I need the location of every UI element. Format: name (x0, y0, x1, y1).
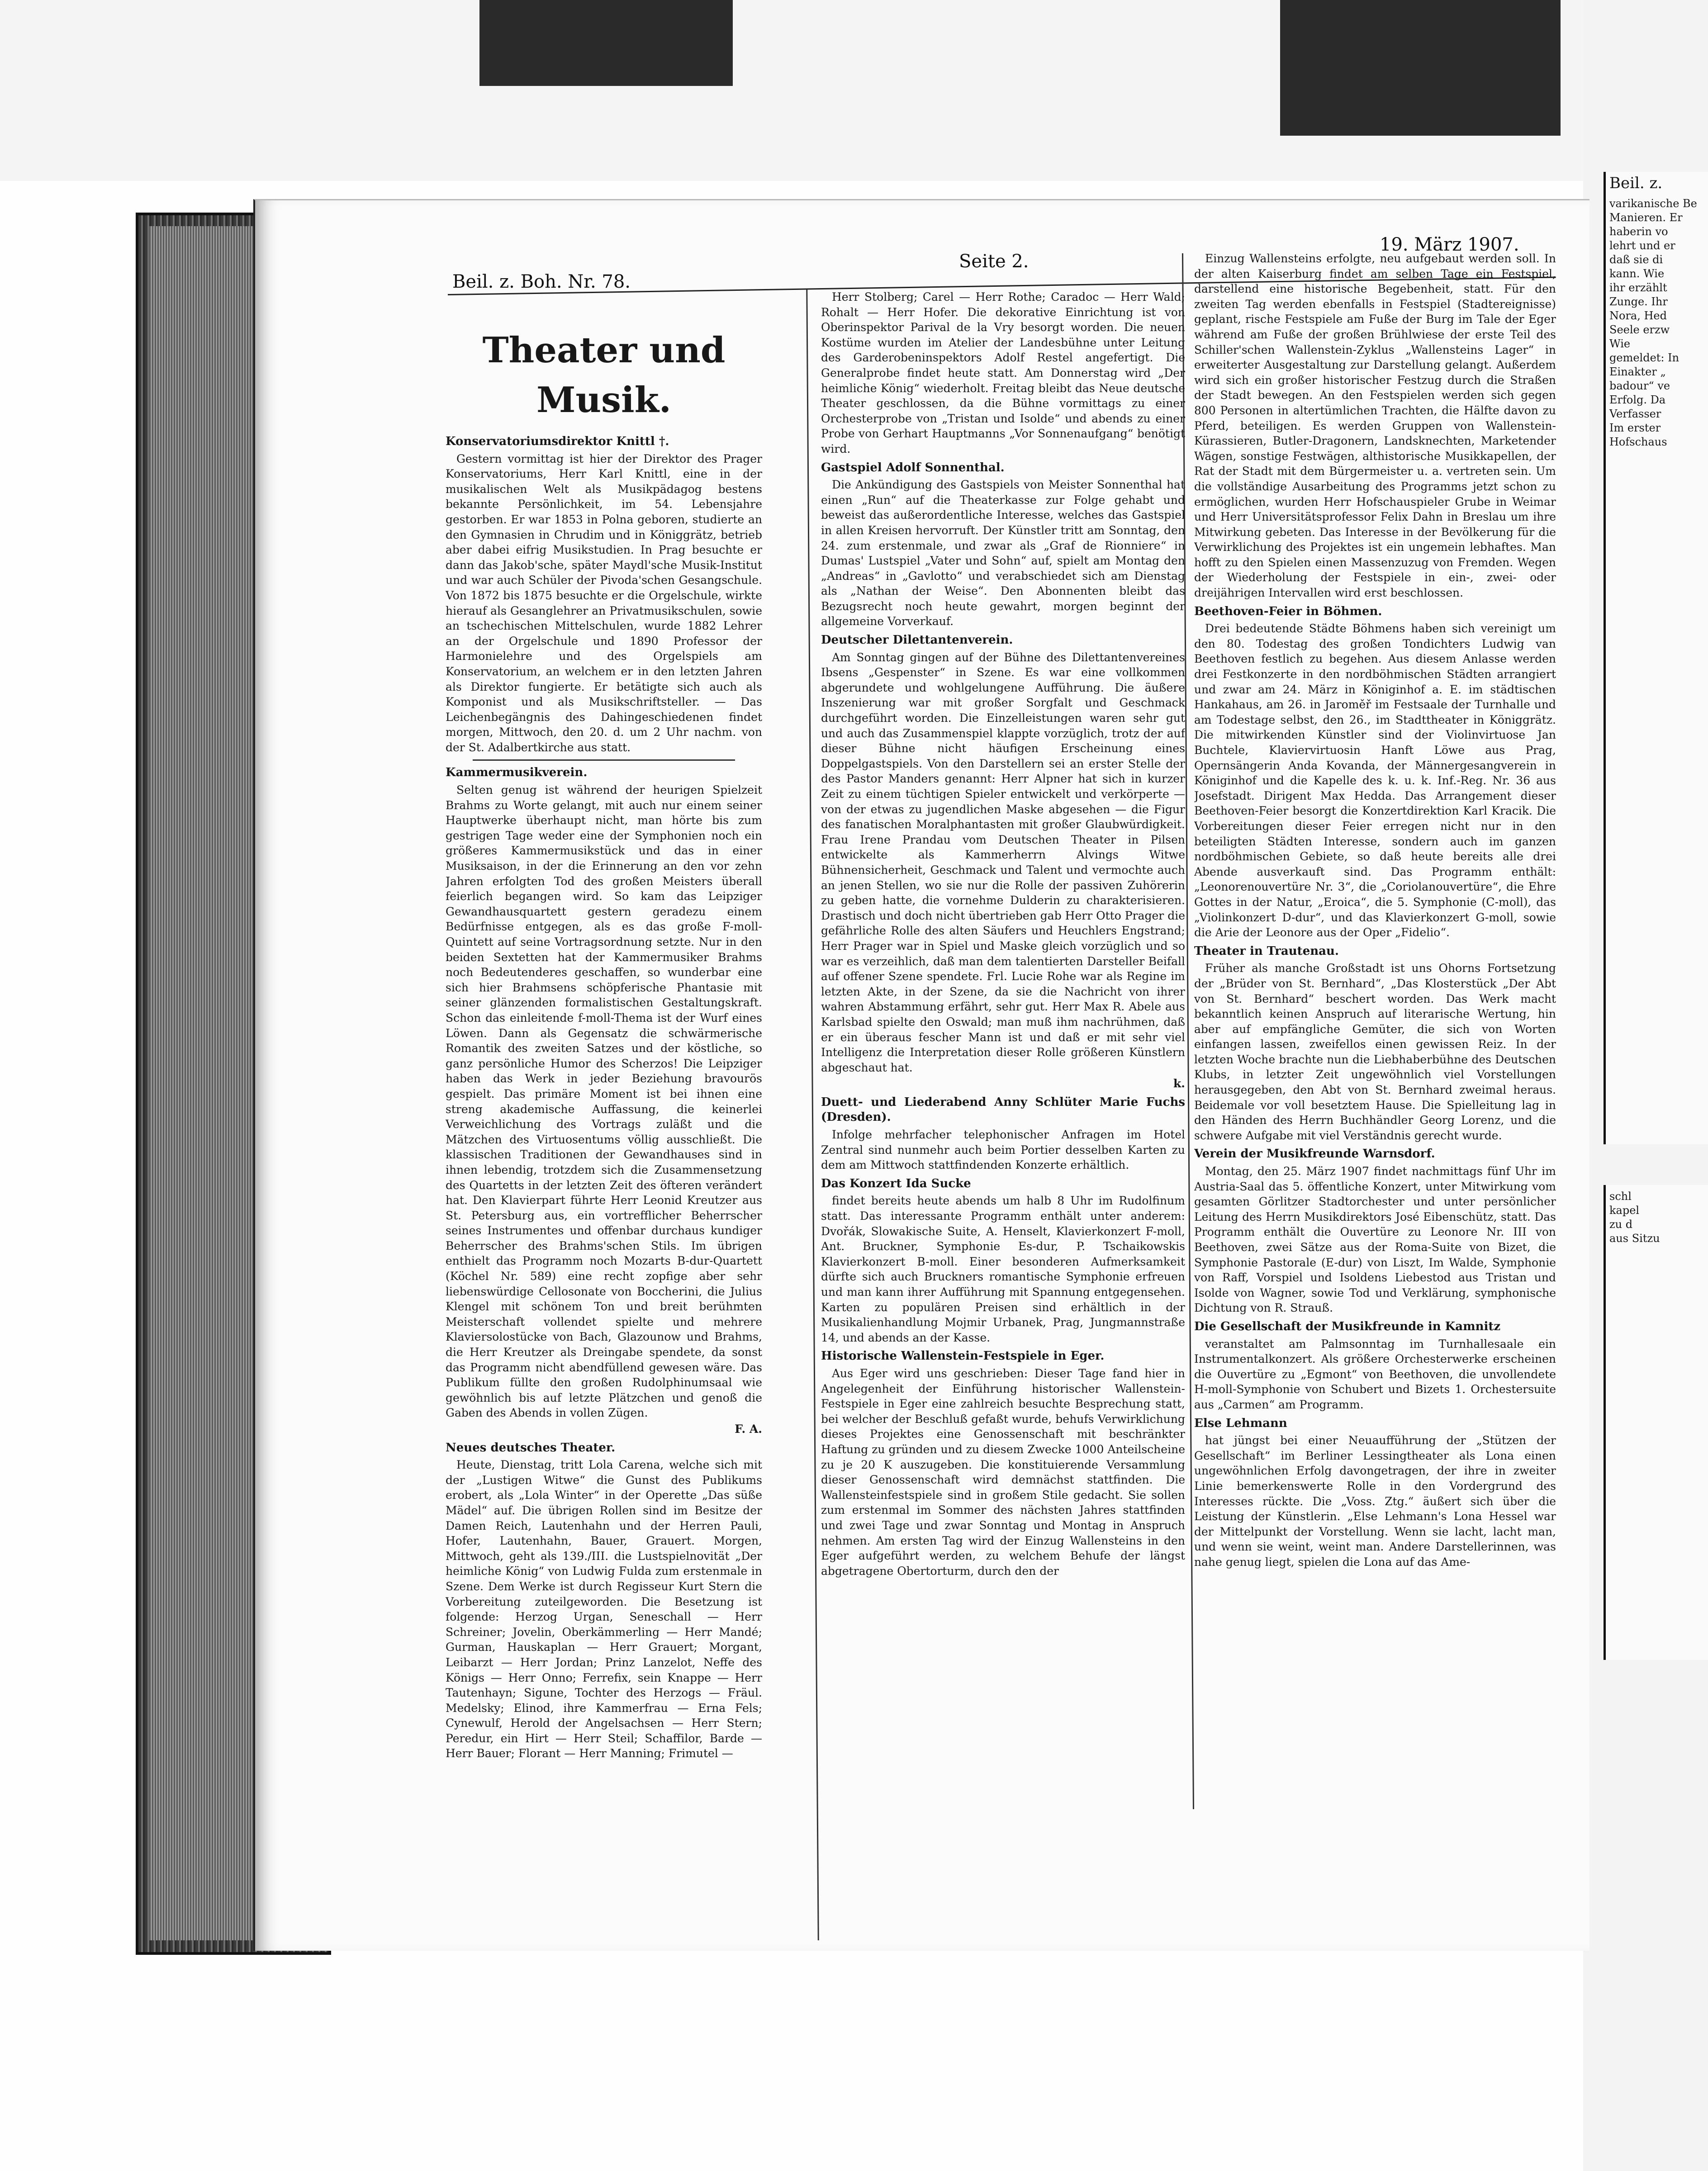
adjacent-page-line: schl (1609, 1190, 1632, 1203)
adjacent-page-line: gemeldet: In (1609, 351, 1680, 364)
article-text: Die Ankündigung des Gastspiels von Meister Sonnenthal hat einen „Run“ auf die Theaterkasse zur Folge gehabt und beweist das außerordentliche Interesse, welches das Gastspiel in allen Kreisen hervorruft. Der Künstler tritt am Sonntag, den 24. zum erstenmale, und zwar als „Graf de Rionniere“ in Dumas' Lustspiel „Vater und Sohn“ auf, spielt am Montag den „Andreas“ in „Gavlotto“ und verabschiedet sich am Dienstag als „Nathan der Weise“. Den Abonnenten bleibt das Bezugsrecht noch heute gewahrt, morgen beginnt der allgemeine Vorverkauf. (821, 478, 1185, 628)
article-heading: Verein der Musikfreunde Warnsdorf. (1194, 1147, 1435, 1161)
article-text: veranstaltet am Palmsonntag im Turnhallesaale ein Instrumentalkonzert. Als größere Orchesterwerke erscheinen die Ouvertüre zu „Egmont“ von Beethoven, die unvollendete H-moll-Symphonie von Schubert und Bizets 1. Orchestersuite aus „Carmen“ am Programm. (1194, 1337, 1556, 1411)
column-1 (446, 326, 762, 1936)
adjacent-page-line: Nora, Hed (1609, 309, 1667, 322)
column-2 (821, 289, 1185, 1936)
section-title: Theater und Musik. (482, 330, 726, 421)
issue-label: Beil. z. Boh. Nr. 78. (452, 271, 631, 292)
article-heading: Kammermusikverein. (446, 766, 588, 780)
column-3 (1194, 251, 1556, 1798)
adjacent-page-fragment (1604, 1185, 1708, 1660)
author-initials: F. A. (735, 1422, 762, 1436)
adjacent-page-line: kapel (1609, 1204, 1640, 1217)
article-heading: Die Gesellschaft der Musikfreunde in Kamnitz (1194, 1319, 1501, 1333)
adjacent-page-text (1606, 172, 1708, 454)
scan-shadow-block (1280, 0, 1561, 136)
adjacent-page-line: haberin vo (1609, 225, 1668, 238)
article-heading: Beethoven-Feier in Böhmen. (1194, 604, 1382, 618)
article-heading: Theater in Trautenau. (1194, 944, 1339, 958)
adjacent-page-line: ihr erzählt (1609, 281, 1667, 294)
adjacent-page-line: zu d (1609, 1218, 1633, 1231)
article-separator (473, 759, 735, 761)
adjacent-page-fragment (1604, 172, 1708, 1144)
article-heading: Konservatoriumsdirektor Knittl †. (446, 435, 669, 448)
article-text: Einzug Wallensteins erfolgte, neu aufgebaut werden soll. In der alten Kaiserburg findet am selben Tage ein Festspiel, darstellend eine historische Begebenheit, statt. Für den zweiten Tag werden ebenfalls in Festspiel (Stadtereignisse) geplant, rische Festspiele am Fuße der Burg im Tale der Eger während am Fuße der großen Brühlwiese der erste Teil des Schiller'schen Wallenstein-Zyklus „Wallensteins Lager“ in erweiterter Ausgestaltung zur Darstellung gelangt. Außerdem wird sich ein großer historischer Festzug durch die Straßen der Stadt bewegen. An den Festspielen werden sich gegen 800 Personen in altertümlichen Trachten, die Hälfte davon zu Pferd, beteiligen. Es werden Gruppen von Wallenstein-Kürassieren, Butler-Dragonern, Landsknechten, Marketender Wägen, sonstige Festwägen, althistorische Musikkapellen, der Rat der Stadt mit dem Bürgermeister u. a. vertreten sein. Um die vollständige Ausarbeitung des Programms jetzt schon zu ermöglichen, wurden Herr Hofschauspieler Grube in Weimar und Herr Universitätsprofessor Felix Dahn in Breslau um ihre Mitwirkung gebeten. Das Interesse in der Bevölkerung für die Verwirklichung des Projektes ist ein ungemein lebhaftes. Man hofft zu den Spielen einen Massenzuzug von Fremden. Wegen der Wiederholung der Festspiele in ein-, zwei- oder dreijährigen Intervallen wird erst beschlossen. (1194, 252, 1556, 600)
adjacent-page-line: daß sie di (1609, 253, 1663, 266)
article-text: Früher als manche Großstadt ist uns Ohorns Fortsetzung der „Brüder von St. Bernhard“, „Das Klosterstück „Der Abt von St. Bernhard“ beschert worden. Das Werk macht bekanntlich keinen Anspruch auf literarische Wertung, hin aber auf empfängliche Gemüter, die sich von Worten einfangen lassen, zweifellos einen gewissen Reiz. In der letzten Woche brachte nun die Liebhaberbühne des Deutschen Klubs, in letzter Zeit ungewöhnlich viel Vorstellungen herausgegeben, den Abt von St. Bernhard zweimal heraus. Beidemale vor voll besetztem Hause. Die Spielleitung lag in den Händen des Herrn Buchhändler Georg Lorenz, und die schwere Aufgabe mit viel Verständnis gerecht wurde. (1194, 962, 1556, 1142)
article-heading: Das Konzert Ida Sucke (821, 1176, 971, 1190)
page-number: Seite 2. (959, 251, 1029, 272)
article-text: Am Sonntag gingen auf der Bühne des Dilettantenvereines Ibsens „Gespenster“ in Szene. Es war eine vollkommen abgerundete und wohlgelungene Aufführung. Die äußere Inszenierung war mit großer Sorgfalt und Geschmack durchgeführt worden. Die Einzelleistungen waren sehr gut und auch das Zusammenspiel klappte vorzüglich, trotz der auf dieser Bühne nicht häufigen Erscheinung eines Doppelgastspiels. Von den Darstellern sei an erster Stelle der des Pastor Manders genannt: Herr Alpner hat sich in kurzer Zeit zu einem tüchtigen Spieler entwickelt und verkörperte — von der etwas zu jugendlichen Maske abgesehen — die Figur des fanatischen Moralphantasten mit großer Glaubwürdigkeit. Frau Irene Prandau vom Deutschen Theater in Pilsen entwickelte als Kammerherrn Alvings Witwe Bühnensicherheit, Geschmack und Talent und vermochte auch an jenen Stellen, wo sie nur die Rolle der passiven Zuhörerin zu geben hatte, die vornehme Dulderin zu charakterisieren. Drastisch und doch nicht übertrieben gab Herr Otto Prager die gefährliche Rolle des alten Säufers und Heuchlers Engstrand; Herr Prager war in Spiel und Maske gleich vorzüglich und so war es verzeihlich, daß man dem talentierten Darsteller Beifall auf offener Szene spendete. Frl. Lucie Rohe war als Regine im letzten Akte, in der Szene, da sie die Nachricht von ihrer wahren Abstammung erfährt, sehr gut. Herr Max R. Abele aus Karlsbad spielte den Oswald; man muß ihm nachrühmen, daß er ein überaus fescher Mann ist und daß er mit sehr viel Intelligenz die Interpretation dieser Rolle größeren Künstlern abgeschaut hat. (821, 650, 1185, 1074)
adjacent-page-line: Zunge. Ihr (1609, 295, 1668, 308)
adjacent-page-line: Im erster (1609, 422, 1661, 434)
adjacent-page-line: kann. Wie (1609, 267, 1665, 280)
scan-shadow-block (479, 0, 733, 86)
article-text: Montag, den 25. März 1907 findet nachmittags fünf Uhr im Austria-Saal das 5. öffentliche Konzert, unter Mitwirkung vom gesamten Görlitzer Stadtorchester und unter persönlicher Leitung des Herrn Musikdirektors José Eibenschütz, statt. Das Programm enthält die Ouvertüre zu Leonore Nr. III von Beethoven, zwei Sätze aus der Roma-Suite von Bizet, die Symphonie Pastorale (E-dur) von Liszt, Im Walde, Symphonie von Raff, Vorspiel und Isoldens Liebestod aus Tristan und Isolde von Wagner, sowie Tod und Verklärung, symphonische Dichtung von R. Strauß. (1194, 1165, 1556, 1315)
article-heading: Duett- und Liederabend Anny Schlüter Marie Fuchs (Dresden). (821, 1095, 1185, 1124)
article-text: Herr Stolberg; Carel — Herr Rothe; Caradoc — Herr Wald; Rohalt — Herr Hofer. Die dekorative Einrichtung ist von Oberinspektor Parival de la Vry besorgt worden. Die neuen Kostüme wurden im Atelier der Landesbühne unter Leitung des Garderobeninspektors Adolf Restel angefertigt. Die Generalprobe findet heute statt. Am Donnerstag wird „Der heimliche König“ wiederholt. Freitag bleibt das Neue deutsche Theater geschlossen, da die Bühne vormittags zu einer Orchesterprobe von „Tristan und Isolde“ und abends zu einer Probe von Gerhart Hauptmanns „Vor Sonnenaufgang“ benötigt wird. (821, 290, 1185, 455)
article-text: findet bereits heute abends um halb 8 Uhr im Rudolfinum statt. Das interessante Programm enthält unter anderem: Dvořák, Slowakische Suite, A. Henselt, Klavierkonzert F-moll, Ant. Bruckner, Symphonie Es-dur, P. Tschaikowskis Klavierkonzert B-moll. Einer besonderen Aufmerksamkeit dürfte sich auch Bruckners romantische Symphonie erfreuen und man kann ihrer Aufführung mit Spannung entgegensehen. Karten zu populären Preisen sind erhältlich in der Musikalienhandlung Mojmir Urbanek, Prag, Jungmannstraße 14, und abends an der Kasse. (821, 1194, 1185, 1344)
adjacent-page-text (1606, 1185, 1708, 1250)
article-heading: Gastspiel Adolf Sonnenthal. (821, 460, 1005, 474)
adjacent-page-line: aus Sitzu (1609, 1232, 1660, 1245)
adjacent-page-line: varikanische Be (1609, 197, 1697, 210)
article-text: Drei bedeutende Städte Böhmens haben sich vereinigt um den 80. Todestag des großen Tondichters Ludwig van Beethoven festlich zu begehen. Aus diesem Anlasse werden drei Festkonzerte in den nordböhmischen Städten arrangiert und zwar am 24. März in Königinhof a. E. im städtischen Hankahaus, am 26. in Jaroměř im Festsaale der Turnhalle und am Todestage selbst, den 26., im Stadttheater in Königgrätz. Die mitwirkenden Künstler sind der Violinvirtuose Jan Buchtele, Klaviervirtuosin Hanft Löwe aus Prag, Opernsängerin Anda Kovanda, der Männergesangverein in Königinhof und die Kapelle des k. u. k. Inf.-Reg. Nr. 36 aus Josefstadt. Dirigent Max Hedda. Das Arrangement dieser Beethoven-Feier besorgt die Konzertdirektion Karl Kracik. Die Vorbereitungen dieser Feier erregen nicht nur in den beteiligten Städten Interesse, sondern auch im ganzen nordböhmischen Gebiete, so daß heute bereits alle drei Abende ausverkauft sind. Das Programm enthält: „Leonorenouvertüre Nr. 3“, die „Coriolanouvertüre“, die Ehre Gottes in der Natur, „Eroica“, die 5. Symphonie (C-moll), das „Violinkonzert D-dur“, und das Klavierkonzert G-moll, sowie die Arie der Leonore aus der Oper „Fidelio“. (1194, 622, 1556, 939)
author-initials: k. (1173, 1077, 1185, 1090)
article-heading: Neues deutsches Theater. (446, 1441, 616, 1455)
adjacent-page-line: Verfasser (1609, 408, 1661, 420)
issue-date: 19. März 1907. (1380, 234, 1519, 255)
article-text: Heute, Dienstag, tritt Lola Carena, welche sich mit der „Lustigen Witwe“ die Gunst des Publikums erobert, als „Lola Winter“ in der Operette „Das süße Mädel“ auf. Die übrigen Rollen sind im Besitze der Damen Reich, Lautenhahn und der Herren Pauli, Hofer, Lautenhahn, Bauer, Grauert. Morgen, Mittwoch, geht als 139./III. die Lustspielnovität „Der heimliche König“ von Ludwig Fulda zum erstenmale in Szene. Dem Werke ist durch Regisseur Kurt Stern die Vorbereitung zuteilgeworden. Die Besetzung ist folgende: Herzog Urgan, Seneschall — Herr Schreiner; Jovelin, Oberkämmerling — Herr Mandé; Gurman, Hauskaplan — Herr Grauert; Morgant, Leibarzt — Herr Jordan; Prinz Lanzelot, Neffe des Königs — Herr Onno; Ferrefix, sein Knappe — Herr Tautenhayn; Sigune, Tochter des Herzogs — Fräul. Medelsky; Elinod, ihre Kammerfrau — Erna Fels; Cynewulf, Herold der Angelsachsen — Herr Stern; Peredur, ein Hirt — Herr Steil; Schaffilor, Barde — Herr Bauer; Florant — Herr Manning; Frimutel — (446, 1458, 762, 1760)
adjacent-page-line: Seele erzw (1609, 323, 1670, 336)
adjacent-page-line: badour“ ve (1609, 379, 1670, 392)
article-text: hat jüngst bei einer Neuaufführung der „Stützen der Gesellschaft“ im Berliner Lessingtheater als Lona einen ungewöhnlichen Erfolg davongetragen, der ihre in zweiter Linie bemerkenswerte Rolle in den Vordergrund des Interesses rückte. Die „Voss. Ztg.“ äußert sich über die Leistung der Künstlerin. „Else Lehmann's Lona Hessel war der Mittelpunkt der Vorstellung. Wenn sie lacht, lacht man, und wenn sie weint, weint man. Andere Darstellerinnen, was nahe genug liegt, spielen die Lona auf das Ame- (1194, 1434, 1556, 1569)
article-text: Selten genug ist während der heurigen Spielzeit Brahms zu Worte gelangt, mit auch nur einem seiner Hauptwerke überhaupt nicht, man hörte bis zum gestrigen Tage weder eine der Symphonien noch ein größeres Kammermusikstück und das in einer Musiksaison, in der die Erinnerung an den vor zehn Jahren erfolgten Tod des großen Meisters überall feierlich begangen wird. So kam das Leipziger Gewandhausquartett gestern geradezu einem Bedürfnisse entgegen, als es das große F-moll-Quintett auf seine Vortragsordnung setzte. Nur in den beiden Sextetten hat der Kammermusiker Brahms noch Bedeutenderes geschaffen, so wunderbar eine sich hier Brahmsens schöpferische Phantasie mit seiner glänzenden formalistischen Gestaltungskraft. Schon das einleitende f-moll-Thema ist der Wurf eines Löwen. Dann als Gegensatz die schwärmerische Romantik des zweiten Satzes und der köstliche, so ganz persönliche Humor des Scherzos! Die Leipziger haben das Werk in jeder Beziehung bravourös gespielt. Das primäre Moment ist bei ihnen eine streng akademische Auffassung, die keinerlei Verweichlichung des Vortrags zuläßt und die Mätzchen des Virtuosentums völlig ausschließt. Die klassischen Traditionen der Gewandhauses sind in ihnen lebendig, trotzdem sich die Zusammensetzung des Quartetts in der letzten Zeit des öfteren verändert hat. Den Klavierpart führte Herr Leonid Kreutzer aus St. Petersburg aus, ein vortrefflicher Beherrscher seines Instrumentes und offenbar durchaus kundiger Beherrscher des Brahms'schen Stils. Im übrigen enthielt das Programm noch Mozarts B-dur-Quartett (Köchel Nr. 589) eine recht zopfige aber sehr liebenswürdige Cellosonate von Boccherini, die Julius Klengel mit schönem Ton und breit berühmten Meisterschaft vollendet spielte und mehrere Klaviersolostücke von Bach, Glazounow und Brahms, die Herr Kreutzer als Dreingabe spendete, da sonst das Programm nicht abendfüllend gewesen wäre. Das Publikum füllte den großen Rudolphinumsaal wie gewöhnlich bis auf letzte Plätzchen und genoß die Gaben des Abends in vollen Zügen. (446, 783, 762, 1420)
article-text: Gestern vormittag ist hier der Direktor des Prager Konservatoriums, Herr Karl Knittl, eine in der musikalischen Welt als Musikpädagog bestens bekannte Persönlichkeit, im 54. Lebensjahre gestorben. Er war 1853 in Polna geboren, studierte an den Gymnasien in Chrudim und in Königgrätz, betrieb aber dabei eifrig Musikstudien. In Prag besuchte er dann das Jakob'sche, später Maydl'sche Musik-Institut und war auch Schüler der Pivoda'schen Gesangschule. Von 1872 bis 1875 besuchte er die Orgelschule, wirkte hierauf als Gesanglehrer an Privatmusikschulen, sowie an tschechischen Mittelschulen, wurde 1882 Lehrer an der Orgelschule und 1890 Professor der Harmonielehre und des Orgelspiels am Konservatorium, an welchem er in den letzten Jahren als Direktor fungierte. Er betätigte sich auch als Komponist und als Musikschriftsteller. — Das Leichenbegängnis des Dahingeschiedenen findet morgen, Mittwoch, den 20. d. um 2 Uhr nachm. von der St. Adalbertkirche aus statt. (446, 452, 762, 754)
adjacent-page-line: lehrt und er (1609, 239, 1675, 252)
adjacent-page-line: Erfolg. Da (1609, 393, 1666, 406)
adjacent-page-line: Manieren. Er (1609, 211, 1683, 224)
book-page-edges-highlight (149, 226, 262, 1940)
adjacent-page-header: Beil. z. (1609, 174, 1663, 192)
article-text: Aus Eger wird uns geschrieben: Dieser Tage fand hier in Angelegenheit der Einführung historischer Wallenstein-Festspiele in Eger eine zahlreich besuchte Besprechung statt, bei welcher der Beschluß gefaßt wurde, behufs Verwirklichung dieses Projektes eine Genossenschaft mit beschränkter Haftung zu gründen und zu diesem Zwecke 1000 Anteilscheine zu je 20 K auszugeben. Die konstituierende Versammlung dieser Genossenschaft wird demnächst stattfinden. Die Wallensteinfestspiele sind in großem Stile gedacht. Sie sollen zum erstenmal im Sommer des nächsten Jahres stattfinden und zwei Tage und zwar Sonntag und Montag in Anspruch nehmen. Am ersten Tag wird der Einzug Wallensteins in den Eger aufgeführt werden, zu welchem Behufe der längst abgetragene Obertorturm, durch den der (821, 1366, 1185, 1578)
article-text: Infolge mehrfacher telephonischer Anfragen im Hotel Zentral sind nunmehr auch beim Portier desselben Karten zu dem am Mittwoch stattfindenden Konzerte erhältlich. (821, 1128, 1185, 1172)
article-heading: Deutscher Dilettantenverein. (821, 633, 1013, 647)
article-heading: Else Lehmann (1194, 1416, 1287, 1430)
article-heading: Historische Wallenstein-Festspiele in Eger. (821, 1349, 1105, 1363)
adjacent-page-line: Hofschaus (1609, 436, 1667, 448)
adjacent-page-line: Wie (1609, 337, 1631, 350)
adjacent-page-line: Einakter „ (1609, 365, 1666, 378)
